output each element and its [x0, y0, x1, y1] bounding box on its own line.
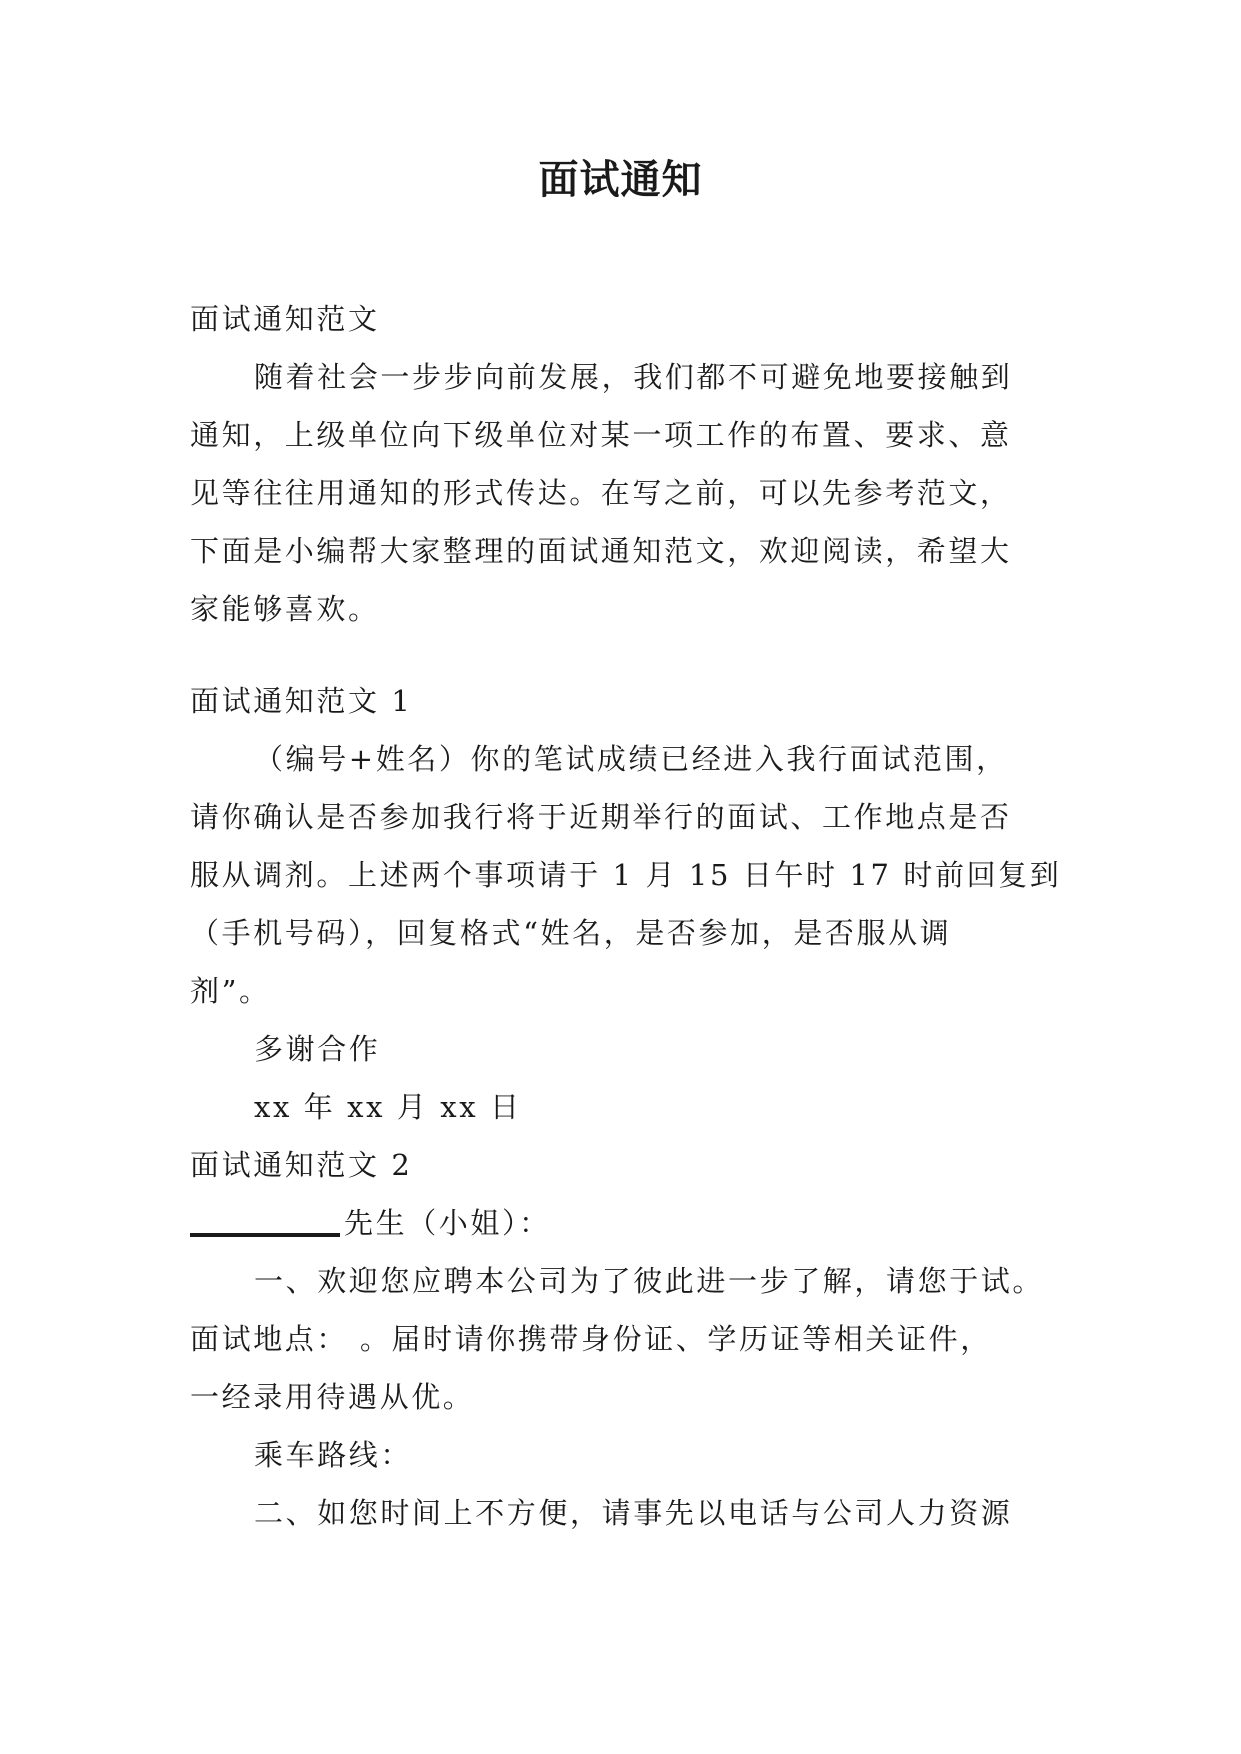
- sample2-route: 乘车路线：: [254, 1438, 413, 1472]
- sample1-line: （手机号码），回复格式“姓名，是否参加，是否服从调: [190, 916, 952, 950]
- sample2-line: 面试地点： 。届时请你携带身份证、学历证等相关证件，: [190, 1322, 992, 1356]
- sample1-date: xx 年 xx 月 xx 日: [254, 1090, 522, 1124]
- sample1-line: 剂”。: [190, 974, 271, 1008]
- sample1-line: 服从调剂。上述两个事项请于 1 月 15 日午时 17 时前回复到: [190, 858, 1062, 892]
- sample2-salutation: 先生（小姐）：: [344, 1206, 551, 1240]
- name-blank-underline: [190, 1233, 340, 1237]
- sample2-line: 一、欢迎您应聘本公司为了彼此进一步了解，请您于试。: [254, 1264, 1045, 1298]
- intro-line: 见等往往用通知的形式传达。在写之前，可以先参考范文，: [190, 476, 1012, 510]
- intro-line: 随着社会一步步向前发展，我们都不可避免地要接触到: [254, 360, 1013, 394]
- intro-heading: 面试通知范文: [190, 302, 380, 336]
- intro-line: 家能够喜欢。: [190, 592, 380, 626]
- intro-line: 通知，上级单位向下级单位对某一项工作的布置、要求、意: [190, 418, 1012, 452]
- sample1-heading: 面试通知范文 1: [190, 684, 413, 718]
- sample2-heading: 面试通知范文 2: [190, 1148, 413, 1182]
- sample1-thanks: 多谢合作: [254, 1032, 381, 1066]
- section-gap: [190, 638, 1052, 672]
- document-body: [190, 290, 1062, 1542]
- intro-line: 下面是小编帮大家整理的面试通知范文，欢迎阅读，希望大: [190, 534, 1012, 568]
- sample1-line: 请你确认是否参加我行将于近期举行的面试、工作地点是否: [190, 800, 1012, 834]
- document-title: 面试通知: [538, 157, 703, 203]
- sample2-salutation-line: [190, 1194, 1052, 1252]
- sample2-item2: 二、如您时间上不方便，请事先以电话与公司人力资源: [254, 1496, 1013, 1530]
- sample2-line: 一经录用待遇从优。: [190, 1380, 475, 1414]
- sample1-line: （编号+姓名）你的笔试成绩已经进入我行面试范围，: [254, 742, 1008, 776]
